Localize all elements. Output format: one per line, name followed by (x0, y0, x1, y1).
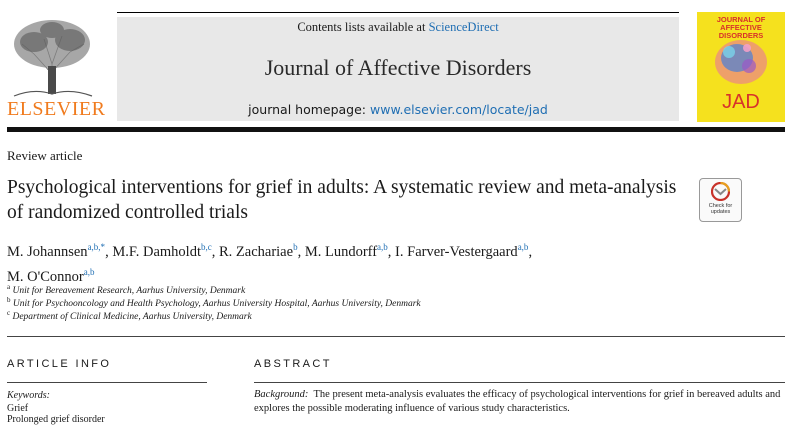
author-affiliation-marks[interactable]: a,b (377, 242, 388, 252)
section-divider (7, 336, 785, 337)
affiliation-text: Unit for Bereavement Research, Aarhus University, Denmark (12, 286, 246, 297)
abstract-rule (254, 382, 785, 383)
check-for-updates-icon (711, 182, 730, 201)
article-type: Review article (7, 148, 83, 163)
cover-brain-icon (707, 32, 775, 90)
affiliation (7, 296, 421, 309)
journal-cover-thumbnail[interactable] (697, 12, 785, 122)
author-name[interactable]: I. Farver-Vestergaard (395, 243, 518, 260)
check-for-updates-label: Check for updates (708, 203, 733, 215)
author-affiliation-marks[interactable]: b (293, 242, 298, 252)
check-for-updates-button[interactable] (699, 178, 742, 222)
contents-line (117, 20, 679, 35)
article-info-rule (7, 382, 207, 383)
abstract-background-text: The present meta-analysis evaluates the efficacy of psychological interventions for grief in bereaved adults and explores the possible moderating influence of various study characteristics. (254, 389, 781, 414)
article-title: Psychological interventions for grief in adults: A systematic review and meta-analysis of randomized controlled trials (7, 177, 677, 223)
author-name[interactable]: M.F. Damholdt (112, 243, 201, 260)
affiliation (7, 309, 252, 322)
affiliation (7, 283, 245, 296)
affiliation-key: c (7, 309, 11, 317)
affiliation-text: Department of Clinical Medicine, Aarhus University, Denmark (12, 312, 252, 323)
affiliation-text: Unit for Psychooncology and Health Psychology, Aarhus University Hospital, Aarhus University, Denmark (12, 299, 421, 310)
abstract-background-label: Background: (254, 389, 309, 400)
journal-homepage (117, 102, 679, 117)
keyword[interactable]: Grief (7, 403, 29, 414)
sciencedirect-link[interactable]: ScienceDirect (428, 20, 499, 34)
author-affiliation-marks[interactable]: a,b (517, 242, 529, 252)
author-affiliation-marks[interactable]: a,b (83, 266, 95, 277)
contents-prefix: Contents lists available at (297, 20, 429, 34)
author-list: M. Johannsen$^{a,b,*}$, M.F. Damholdt$^{b,c}$, R. Zachariae$^b$, M. Lundorff$^{a,b}$, I. Farver-Vestergaard$^{a,b}$, M. O'Connor$^{a,b}$ (7, 242, 533, 285)
author-name[interactable]: R. Zachariae (218, 243, 294, 260)
cover-abbreviation: JAD (722, 91, 760, 113)
homepage-link[interactable]: www.elsevier.com/locate/jad (370, 102, 548, 117)
author-affiliation-marks[interactable]: b,c (200, 242, 212, 252)
keywords-label: Keywords: (7, 390, 50, 401)
affiliation-key: a (7, 283, 11, 291)
abstract-background (254, 388, 789, 416)
keyword[interactable]: Prolonged grief disorder (7, 414, 105, 425)
affiliation-key: b (7, 296, 11, 304)
author-affiliation-marks[interactable]: a,b,* (87, 242, 106, 252)
article-info-heading: ARTICLE INFO (7, 358, 112, 370)
abstract-heading: ABSTRACT (254, 358, 332, 370)
author-name[interactable]: M. O'Connor (7, 268, 84, 285)
elsevier-wordmark: ELSEVIER (7, 98, 106, 120)
header-top-rule (117, 12, 679, 13)
cover-title: JOURNAL OF AFFECTIVE DISORDERS (716, 15, 766, 40)
homepage-prefix: journal homepage: (248, 102, 370, 117)
journal-title[interactable]: Journal of Affective Disorders (264, 55, 532, 80)
header-thick-rule (7, 127, 785, 132)
author-name[interactable]: M. Johannsen (7, 243, 88, 260)
author-name[interactable]: M. Lundorff (304, 243, 378, 260)
